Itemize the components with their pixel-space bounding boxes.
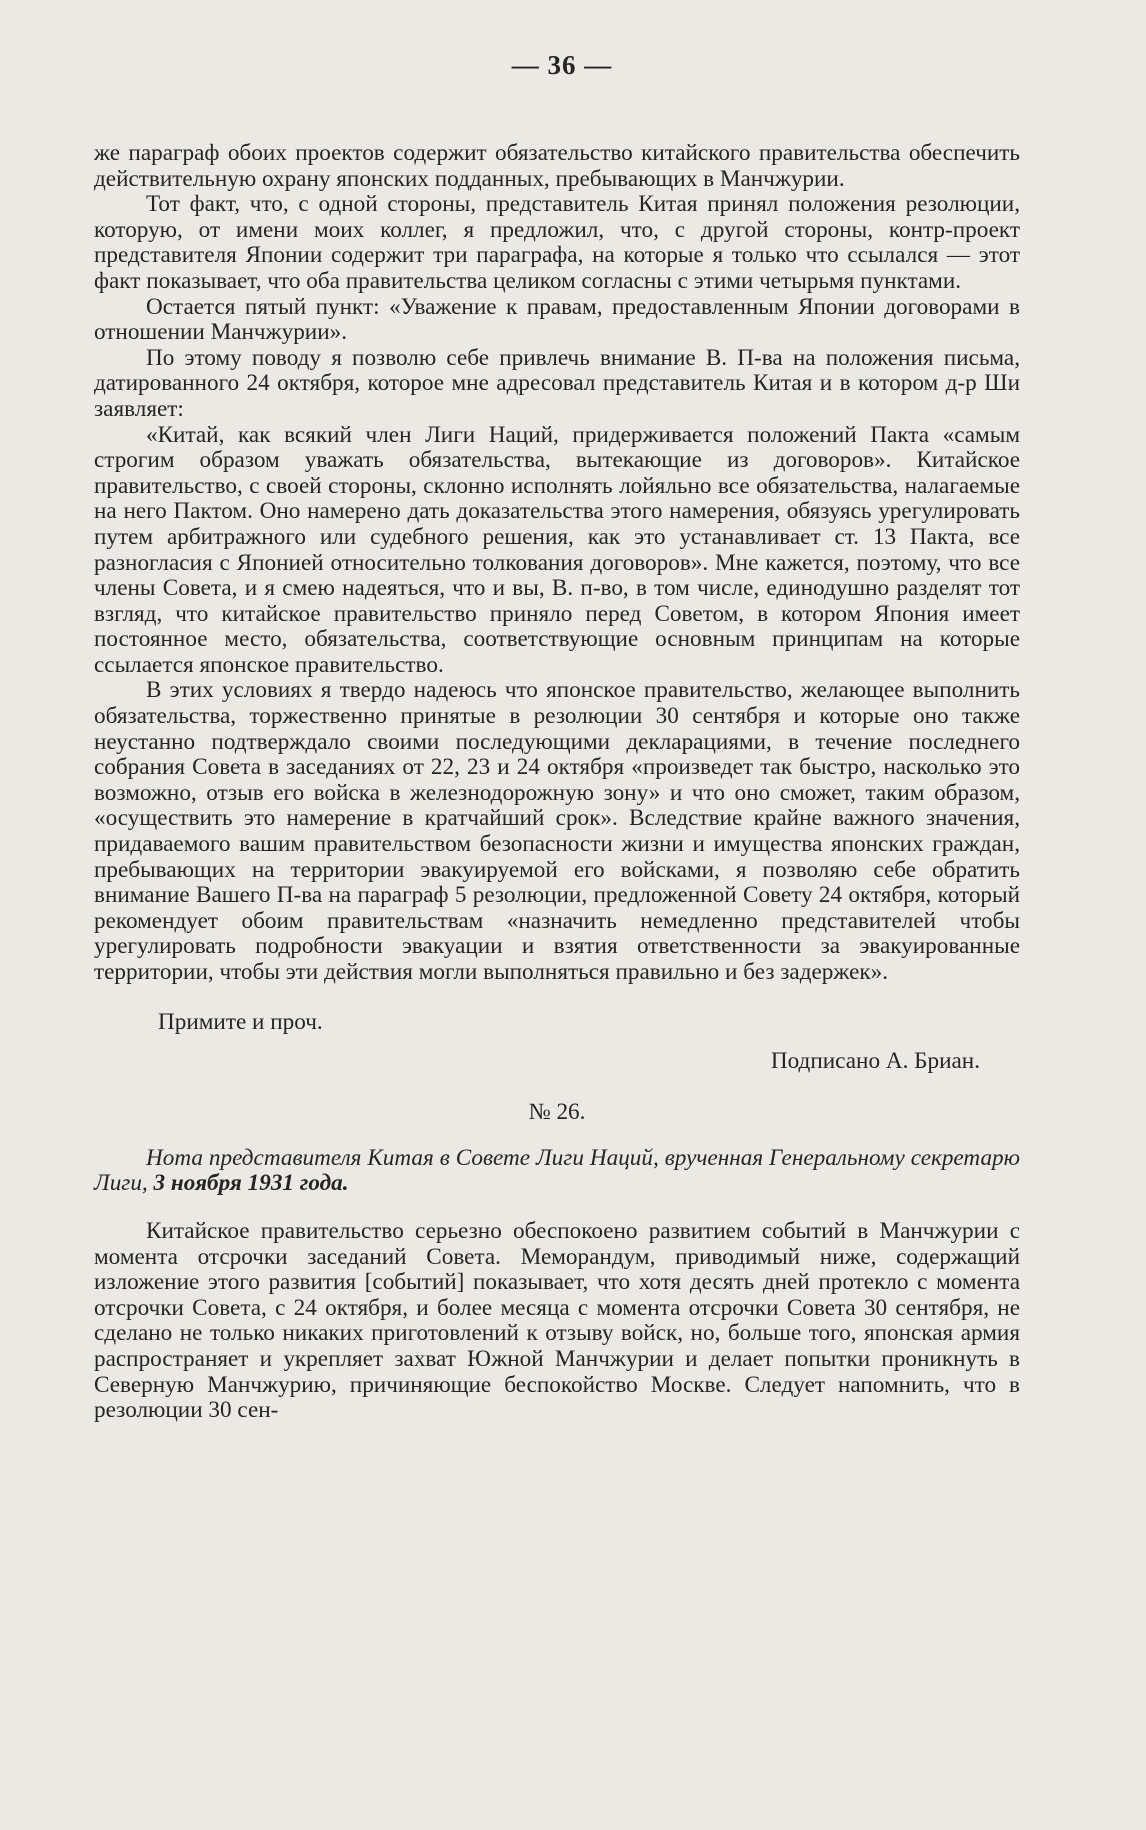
document-heading [94, 1146, 1020, 1197]
document-heading-date: 3 ноября 1931 года. [153, 1170, 349, 1197]
document-heading-text: Нота представителя Китая в Совете Лиги Наций, врученная Генеральному секретарю Лиги, [94, 1144, 1020, 1197]
paragraph: Тот факт, что, с одной стороны, представитель Китая принял положения резолюции, которую, от имени моих коллег, я предложил, что, с другой стороны, контр-проект представителя Японии содержит три параграфа, на которые я только что ссылался — этот факт показывает, что оба правительства целиком согласны с этими четырьмя пунктами. [94, 191, 1020, 294]
note-body [94, 1219, 1020, 1424]
quotation-paragraph: «Китай, как всякий член Лиги Наций, придерживается положений Пакта «самым строгим образом уважать обязательства, вытекающие из договоров». Китайское правительство, с своей стороны, склонно исполнять лойяльно все обязательства, налагаемые на него Пактом. Оно намерено дать доказательства этого намерения, обязуясь урегулировать путем арбитражного или судебного решения, как это устанавливает ст. 13 Пакта, все разногласия с Японией относительно толкования договоров». Мне кажется, поэтому, что все члены Совета, и я смею надеяться, что и вы, В. п-во, в том числе, единодушно разделят тот взгляд, что китайское правительство приняло перед Советом, в котором Япония имеет постоянное место, обязательства, соответствующие основным принципам на которые ссылается японское правительство. [94, 421, 1020, 678]
paragraph: По этому поводу я позволю себе привлечь внимание В. П-ва на положения письма, датированного 24 октября, которое мне адресовал представитель Китая и в котором д-р Ши заявляет: [94, 344, 1020, 422]
paragraph: Китайское правительство серьезно обеспокоено развитием событий в Манчжурии с момента отсрочки заседаний Совета. Меморандум, приводимый ниже, содержащий изложение этого развития [событий] показывает, что хотя десять дней протекло с момента отсрочки Совета, с 24 октября, и более месяца с момента отсрочки Совета 30 сентября, не сделано не только никаких приготовлений к отзыву войск, но, больше того, японская армия распространяет и укрепляет захват Южной Манчжурии и делает попытки проникнуть в Северную Манчжурию, причиняющие беспокойство Москве. Следует напомнить, что в резолюции 30 сен- [94, 1217, 1020, 1424]
paragraph: В этих условиях я твердо надеюсь что японское правительство, желающее выполнить обязательства, торжественно принятые в резолюции 30 сентября и которые оно также неустанно подтверждало своими последующими декларациями, в течение последнего собрания Совета в заседаниях от 22, 23 и 24 октября «произведет так быстро, насколько это возможно, отзыв его войска в железнодорожную зону» и что оно сможет, таким образом, «осуществить это намерение в кратчайший срок». Вследствие крайне важного значения, придаваемого вашим правительством безопасности жизни и имущества японских граждан, пребывающих на территории эвакуируемой его войсками, я позволяю себе обратить внимание Вашего П-ва на параграф 5 резолюции, предложенной Совету 24 октября, который рекомендует обоим правительствам «назначить немедленно представителей чтобы урегулировать подробности эвакуации и взятия ответственности за эвакуированные территории, чтобы эти действия могли выполняться правильно и без задержек». [94, 677, 1020, 985]
page-number: — 36 — [511, 50, 613, 80]
closing-formula: Примите и проч. [158, 1008, 323, 1035]
signature-line: Подписано А. Бриан. [770, 1048, 980, 1075]
paragraph: Остается пятый пункт: «Уважение к правам, предоставленным Японии договорами в отношении Манчжурии». [94, 293, 1020, 346]
letter-body [94, 141, 1020, 986]
paragraph-continuation: же параграф обоих проектов содержит обязательство китайского правительства обеспечить действительную охрану японских подданных, пребывающих в Манчжурии. [94, 140, 1020, 192]
document-number: № 26. [528, 1098, 586, 1125]
